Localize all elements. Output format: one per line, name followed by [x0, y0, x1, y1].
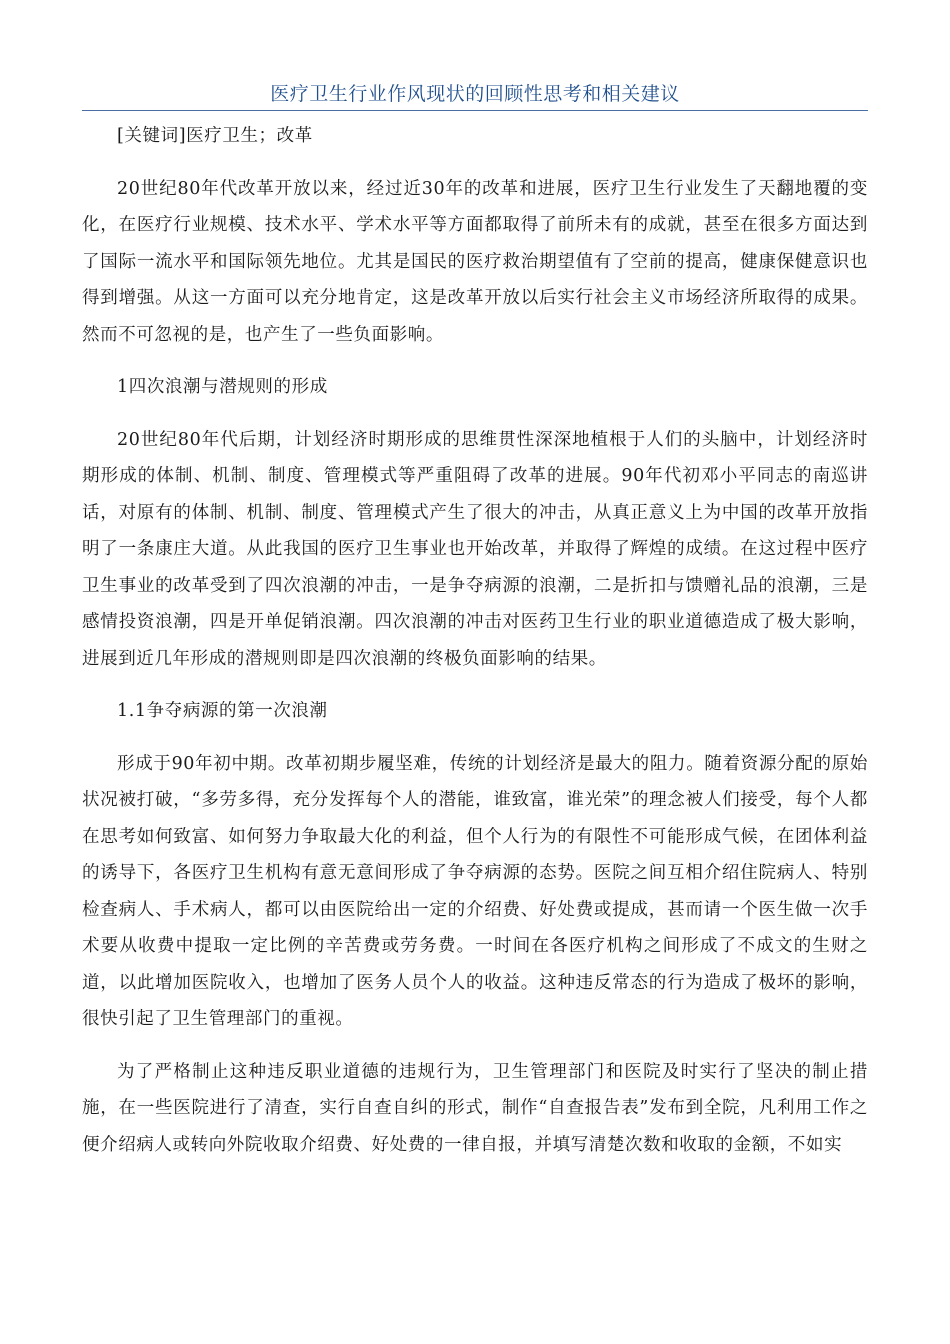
section-heading-1-1: 1.1争夺病源的第一次浪潮: [117, 701, 328, 721]
paragraph-intro: 20世纪80年代改革开放以来，经过近30年的改革和进展，医疗卫生行业发生了天翻地覆的变化，在医疗行业规模、技术水平、学术水平等方面都取得了前所未有的成就，甚至在很多方面达到了国际一流水平和国际领先地位。尤其是国民的医疗救治期望值有了空前的提高，健康保健意识也得到增强。从这一方面可以充分地肯定，这是改革开放以后实行社会主义市场经济所取得的成果。然而不可忽视的是，也产生了一些负面影响。: [82, 178, 868, 345]
paragraph-measures: 为了严格制止这种违反职业道德的违规行为，卫生管理部门和医院及时实行了坚决的制止措施，在一些医院进行了清查，实行自查自纠的形式，制作“自查报告表”发布到全院，凡利用工作之便介绍病人或转向外院收取介绍费、好处费的一律自报，并填写清楚次数和收取的金额，不如实: [82, 1061, 868, 1155]
document-body: [82, 118, 868, 1163]
page-title: 医疗卫生行业作风现状的回顾性思考和相关建议: [270, 83, 680, 105]
section-heading-1: 1四次浪潮与潜规则的形成: [117, 377, 328, 397]
paragraph-section-1: 20世纪80年代后期，计划经济时期形成的思维贯性深深地植根于人们的头脑中，计划经济时期形成的体制、机制、制度、管理模式等严重阻碍了改革的进展。90年代初邓小平同志的南巡讲话，对原有的体制、机制、制度、管理模式产生了很大的冲击，从真正意义上为中国的改革开放指明了一条康庄大道。从此我国的医疗卫生事业也开始改革，并取得了辉煌的成绩。在这过程中医疗卫生事业的改革受到了四次浪潮的冲击，一是争夺病源的浪潮，二是折扣与馈赠礼品的浪潮，三是感情投资浪潮，四是开单促销浪潮。四次浪潮的冲击对医药卫生行业的职业道德造成了极大影响，进展到近几年形成的潜规则即是四次浪潮的终极负面影响的结果。: [82, 429, 868, 669]
paragraph-first-wave: 形成于90年初中期。改革初期步履坚难，传统的计划经济是最大的阻力。随着资源分配的原始状况被打破，“多劳多得，充分发挥每个人的潜能，谁致富，谁光荣”的理念被人们接受，每个人都在思考如何致富、如何努力争取最大化的利益，但个人行为的有限性不可能形成气候，在团体利益的诱导下，各医疗卫生机构有意无意间形成了争夺病源的态势。医院之间互相介绍住院病人、特别检查病人、手术病人，都可以由医院给出一定的介绍费、好处费或提成，甚而请一个医生做一次手术要从收费中提取一定比例的辛苦费或劳务费。一时间在各医疗机构之间形成了不成文的生财之道，以此增加医院收入，也增加了医务人员个人的收益。这种违反常态的行为造成了极坏的影响，很快引起了卫生管理部门的重视。: [82, 753, 868, 1029]
keywords-line: [关键词]医疗卫生；改革: [117, 126, 313, 146]
page-header: [82, 80, 868, 111]
